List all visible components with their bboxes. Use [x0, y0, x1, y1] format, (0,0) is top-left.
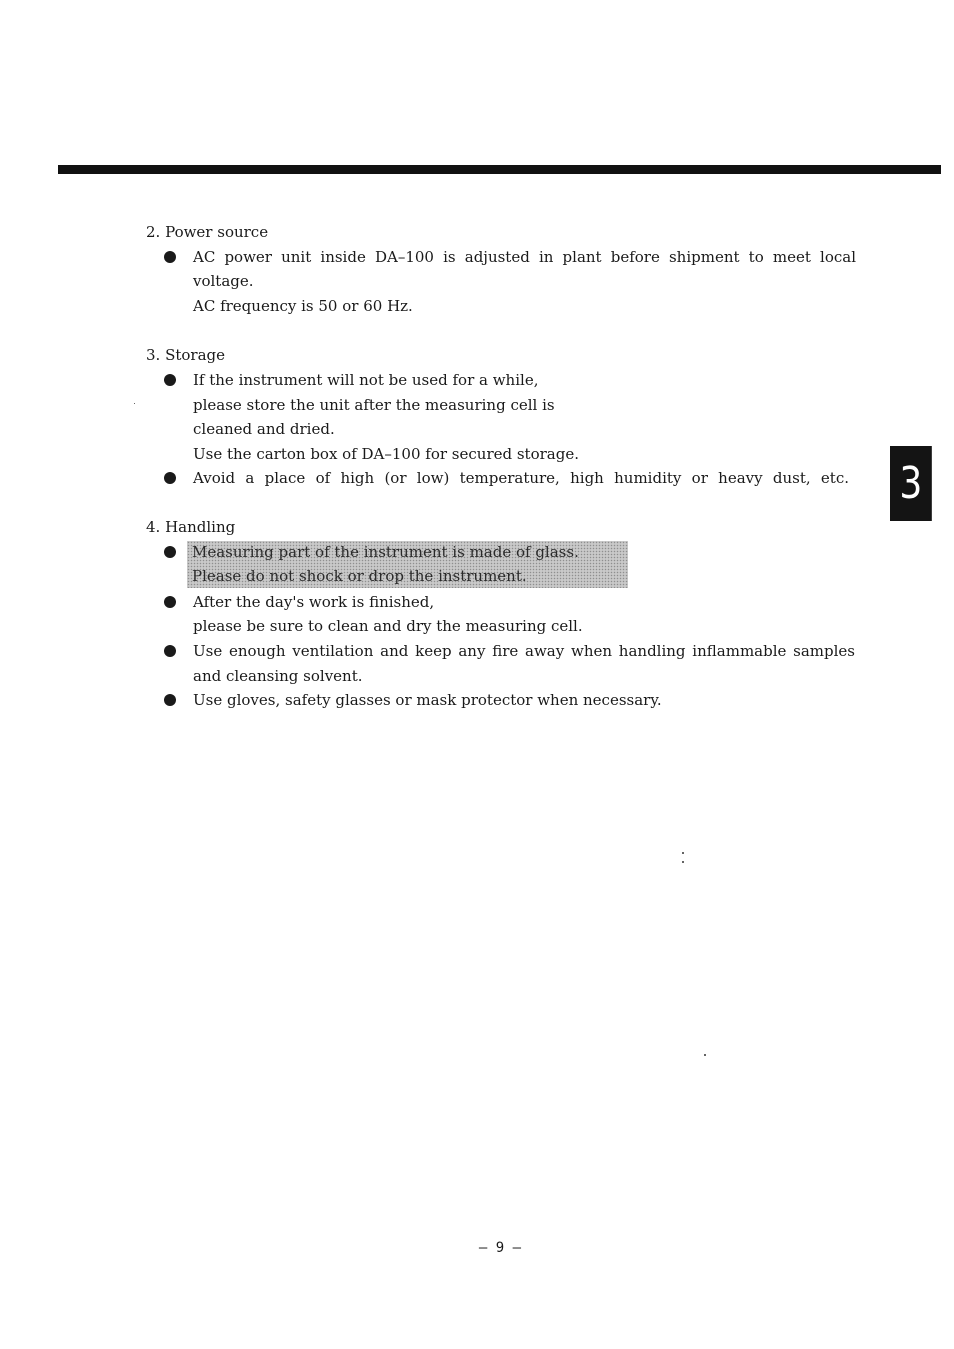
handling-warning-line1: Measuring part of the instrument is made of glass. [192, 543, 579, 561]
storage-bullet1-line3: cleaned and dried. [193, 420, 335, 438]
scan-speck [682, 861, 684, 863]
bullet-icon [164, 251, 176, 263]
bullet-icon [164, 645, 176, 657]
handling-bullet2-line1: After the day's work is finished, [193, 593, 435, 611]
bullet-icon [164, 546, 176, 558]
handling-warning-line2: Please do not shock or drop the instrument. [192, 567, 527, 585]
bullet-icon [164, 596, 176, 608]
power-bullet1-line2: voltage. [193, 272, 254, 290]
chapter-tab: 3 [890, 446, 932, 521]
handling-bullet4-line1: Use gloves, safety glasses or mask protector when necessary. [193, 691, 662, 709]
bullet-icon [164, 472, 176, 484]
storage-bullet1-line2: please store the unit after the measuring cell is [193, 396, 555, 414]
header-rule [58, 165, 941, 174]
storage-bullet1-line1: If the instrument will not be used for a while, [193, 371, 539, 389]
power-bullet1-line3: AC frequency is 50 or 60 Hz. [193, 297, 413, 315]
handling-bullet2-line2: please be sure to clean and dry the measuring cell. [193, 617, 583, 635]
scan-speck [134, 403, 135, 404]
handling-bullet3-line2: and cleansing solvent. [193, 667, 363, 685]
scan-speck [704, 1054, 706, 1056]
power-bullet1-line1: AC power unit inside DA–100 is adjusted in plant before shipment to meet local [193, 248, 856, 266]
handling-bullet3-line1: Use enough ventilation and keep any fire away when handling inflammable samples [193, 642, 855, 660]
bullet-icon [164, 694, 176, 706]
storage-bullet2-line1: Avoid a place of high (or low) temperature, high humidity or heavy dust, etc. [193, 469, 849, 487]
page-number: – 9 – [478, 1240, 522, 1256]
bullet-icon [164, 374, 176, 386]
scan-speck [682, 852, 684, 854]
section-heading-handling: 4. Handling [146, 518, 236, 536]
storage-bullet1-line4: Use the carton box of DA–100 for secured storage. [193, 445, 579, 463]
section-heading-power-source: 2. Power source [146, 223, 269, 241]
section-heading-storage: 3. Storage [146, 346, 226, 364]
